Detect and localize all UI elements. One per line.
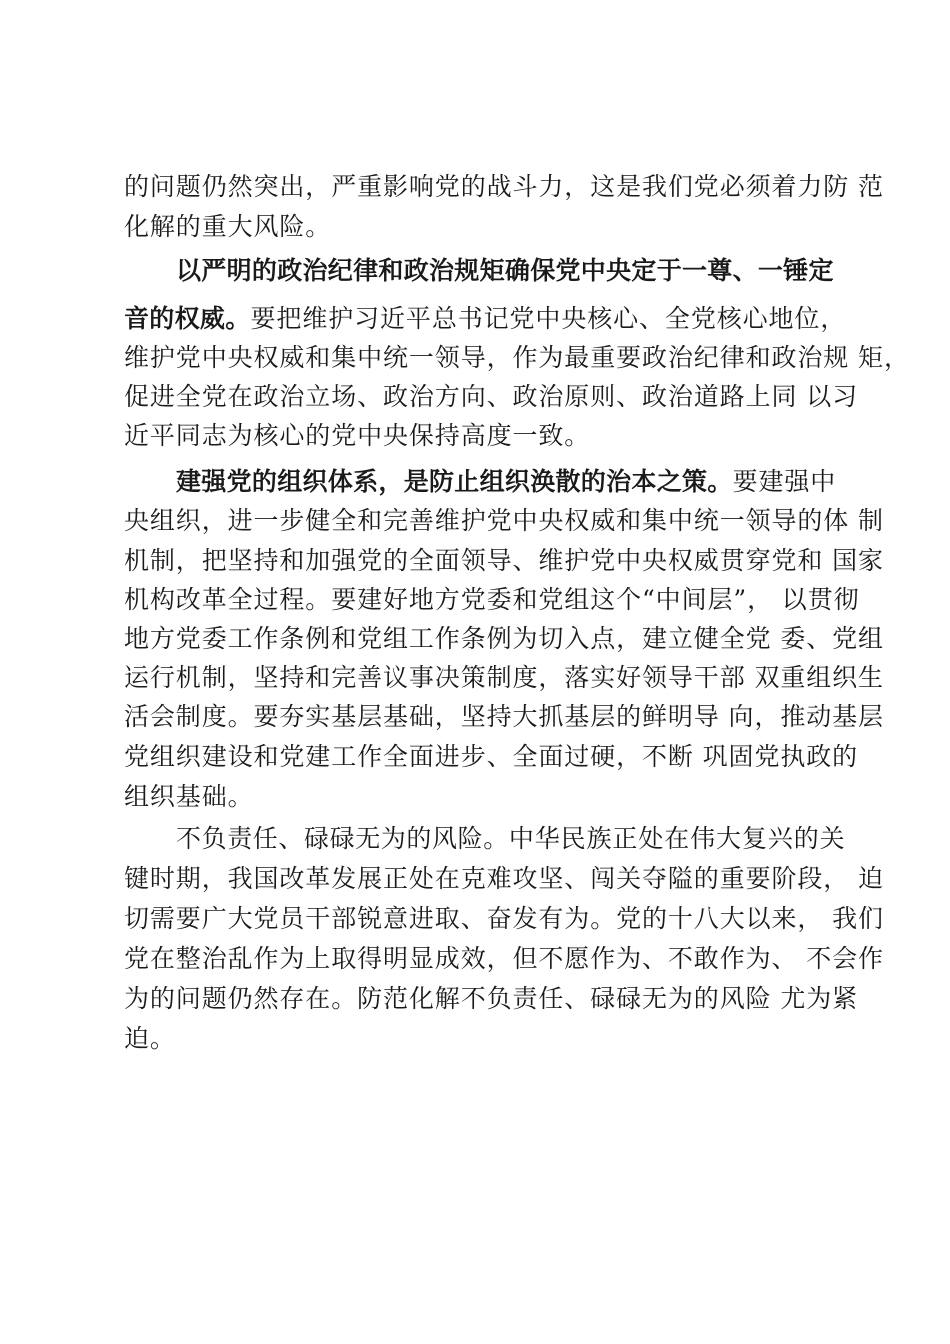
paragraph-3-line-7: 活会制度。要夯实基层基础，坚持大抓基层的鲜明导 向，推动基层: [124, 702, 884, 731]
paragraph-3-line-8: 党组织建设和党建工作全面进步、全面过硬，不断 巩固党执政的: [124, 742, 859, 771]
paragraph-3-line-1: [176, 466, 896, 498]
paragraph-2-heading-line-2: 音的权威。: [124, 304, 251, 333]
paragraph-4-line-1: [176, 823, 896, 855]
paragraph-4-line-4: 党在整治乱作为上取得明显成效，但不愿作为、不敢作为、 不会作: [124, 944, 884, 973]
paragraph-1-line-2: 化解的重大风险。: [124, 212, 332, 241]
paragraph-3-line-4: 机构改革全过程。要建好地方党委和党组这个“中间层”， 以贯彻: [124, 585, 860, 614]
paragraph-4-line-3: 切需要广大党员干部锐意进取、奋发有为。党的十八大以来， 我们: [124, 904, 884, 933]
paragraph-3-line-5: 地方党委工作条例和党组工作条例为切入点，建立健全党 委、党组: [124, 624, 884, 653]
paragraph-2-line-3: 维护党中央权威和集中统一领导，作为最重要政治纪律和政治规 矩，: [124, 343, 910, 372]
paragraph-2-line-5: 近平同志为核心的党中央保持高度一致。: [124, 421, 591, 450]
paragraph-2-line-4: 促进全党在政治立场、政治方向、政治原则、政治道路上同 以习: [124, 382, 859, 411]
paragraph-3-heading: 建强党的组织体系，是防止组织涣散的治本之策。: [176, 467, 733, 496]
paragraph-3-line-6: 运行机制，坚持和完善议事决策制度，落实好领导干部 双重组织生: [124, 663, 884, 692]
paragraph-3-line-3: 机制，把坚持和加强党的全面领导、维护党中央权威贯穿党和 国家: [124, 546, 884, 575]
paragraph-2-heading-line-1: 以严明的政治纪律和政治规矩确保党中央定于一尊、一锤定: [176, 256, 834, 285]
paragraph-3-line-9: 组织基础。: [124, 782, 254, 811]
paragraph-2-line-2-text: 要把维护习近平总书记党中央核心、全党核心地位，: [250, 304, 847, 333]
paragraph-1-line-1: 的问题仍然突出，严重影响党的战斗力，这是我们党必须着力防 范: [124, 172, 884, 201]
paragraph-3-line-2: 央组织，进一步健全和完善维护党中央权威和集中统一领导的体 制: [124, 506, 884, 535]
paragraph-4-heading: 不负责任、碌碌无为的风险。: [176, 824, 509, 853]
paragraph-3-line-1-text: 要建强中: [732, 467, 837, 496]
paragraph-4-line-5: 为的问题仍然存在。防范化解不负责任、碌碌无为的风险 尤为紧: [124, 984, 859, 1013]
paragraph-4-line-6: 迫。: [124, 1024, 176, 1053]
paragraph-4-line-1-text: 中华民族正处在伟大复兴的关: [508, 824, 846, 853]
paragraph-4-line-2: 键时期，我国改革发展正处在克难攻坚、闯关夺隘的重要阶段， 迫: [124, 864, 884, 893]
paragraph-2-line-2: [124, 303, 847, 335]
